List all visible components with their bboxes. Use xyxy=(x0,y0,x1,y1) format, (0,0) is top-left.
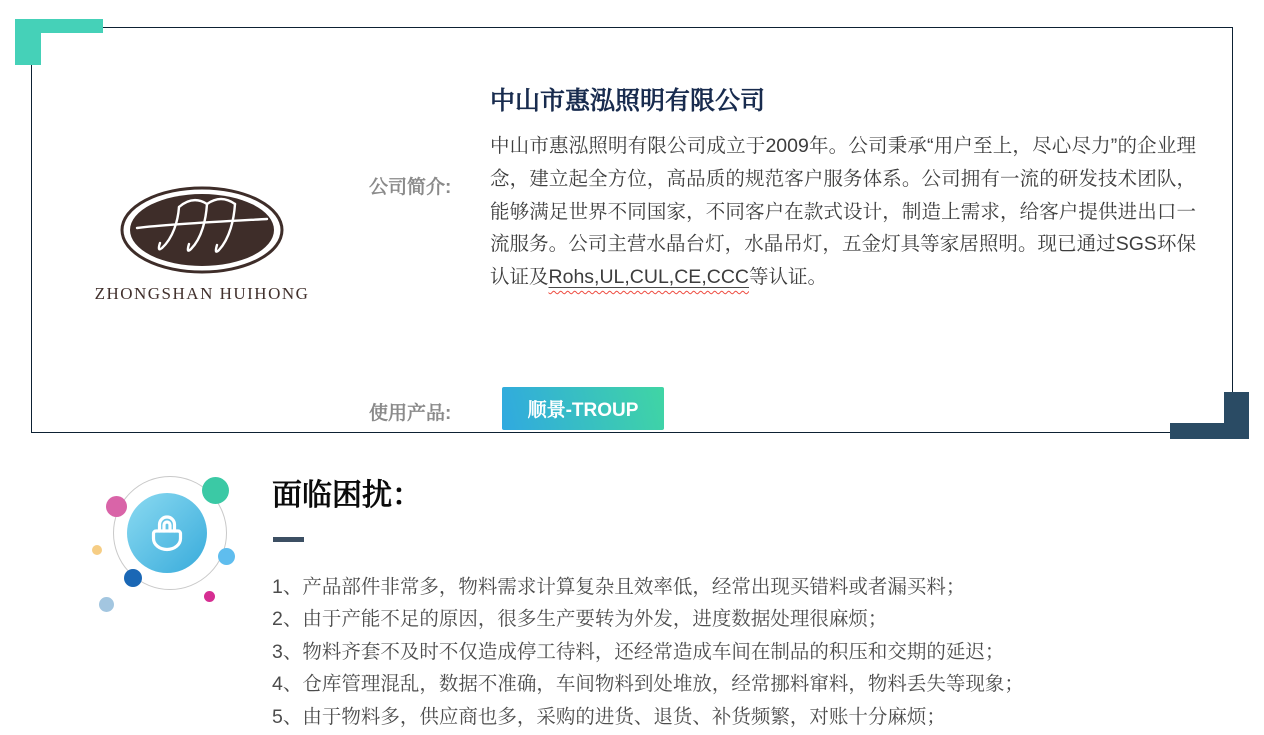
trouble-item: 1、产品部件非常多，物料需求计算复杂且效率低，经常出现买错料或者漏买料； xyxy=(272,576,966,598)
decor-dot-darkblue xyxy=(124,569,142,587)
product-button[interactable]: 顺景-TROUP xyxy=(502,387,664,430)
company-title: 中山市惠泓照明有限公司 xyxy=(490,87,766,115)
trouble-item: 5、由于物料多，供应商也多，采购的进货、退货、补货频繁，对账十分麻烦； xyxy=(272,705,946,728)
intro-label: 公司简介: xyxy=(369,177,452,198)
company-logo-caption: ZHONGSHAN HUIHONG xyxy=(94,284,310,303)
company-intro xyxy=(490,130,1196,294)
troubles-list xyxy=(272,571,1192,733)
decor-dot-lightblue xyxy=(218,548,235,565)
company-logo-icon xyxy=(119,186,285,274)
decor-dot-yellow xyxy=(92,545,102,555)
decor-dot-paleblue xyxy=(99,597,114,612)
heading-underline-dash xyxy=(273,537,304,542)
certifications-text: Rohs,UL,CUL,CE,CCC xyxy=(548,266,749,289)
lock-icon xyxy=(145,509,189,557)
intro-body-text: 中山市惠泓照明有限公司成立于2009年。公司秉承“用户至上，尽心尽力”的企业理念，建立起全方位，高品质的规范客户服务体系。公司拥有一流的研发技术团队，能够满足世界不同国家，不同客户在款式设计，制造上需求，给客户提供进出口一流服务。公司主营水晶台灯，水晶吊灯，五金灯具等家居照明。现已通过SGS环保认证及 xyxy=(490,135,1196,289)
lock-badge xyxy=(127,493,207,573)
decor-dot-pink xyxy=(106,496,127,517)
decor-dot-teal xyxy=(202,477,229,504)
company-logo xyxy=(87,186,317,304)
products-label: 使用产品: xyxy=(369,403,452,424)
company-profile-card xyxy=(31,27,1233,433)
trouble-item: 3、物料齐套不及时不仅造成停工待料，还经常造成车间在制品的积压和交期的延迟； xyxy=(272,640,1005,663)
troubles-heading: 面临困扰： xyxy=(272,479,422,512)
decor-dot-magenta xyxy=(204,591,215,602)
trouble-item: 2、由于产能不足的原因，很多生产要转为外发，进度数据处理很麻烦； xyxy=(272,608,888,631)
intro-tail-text: 等认证。 xyxy=(748,266,827,289)
trouble-item: 4、仓库管理混乱，数据不准确，车间物料到处堆放，经常挪料窜料，物料丢失等现象； xyxy=(272,673,1024,696)
